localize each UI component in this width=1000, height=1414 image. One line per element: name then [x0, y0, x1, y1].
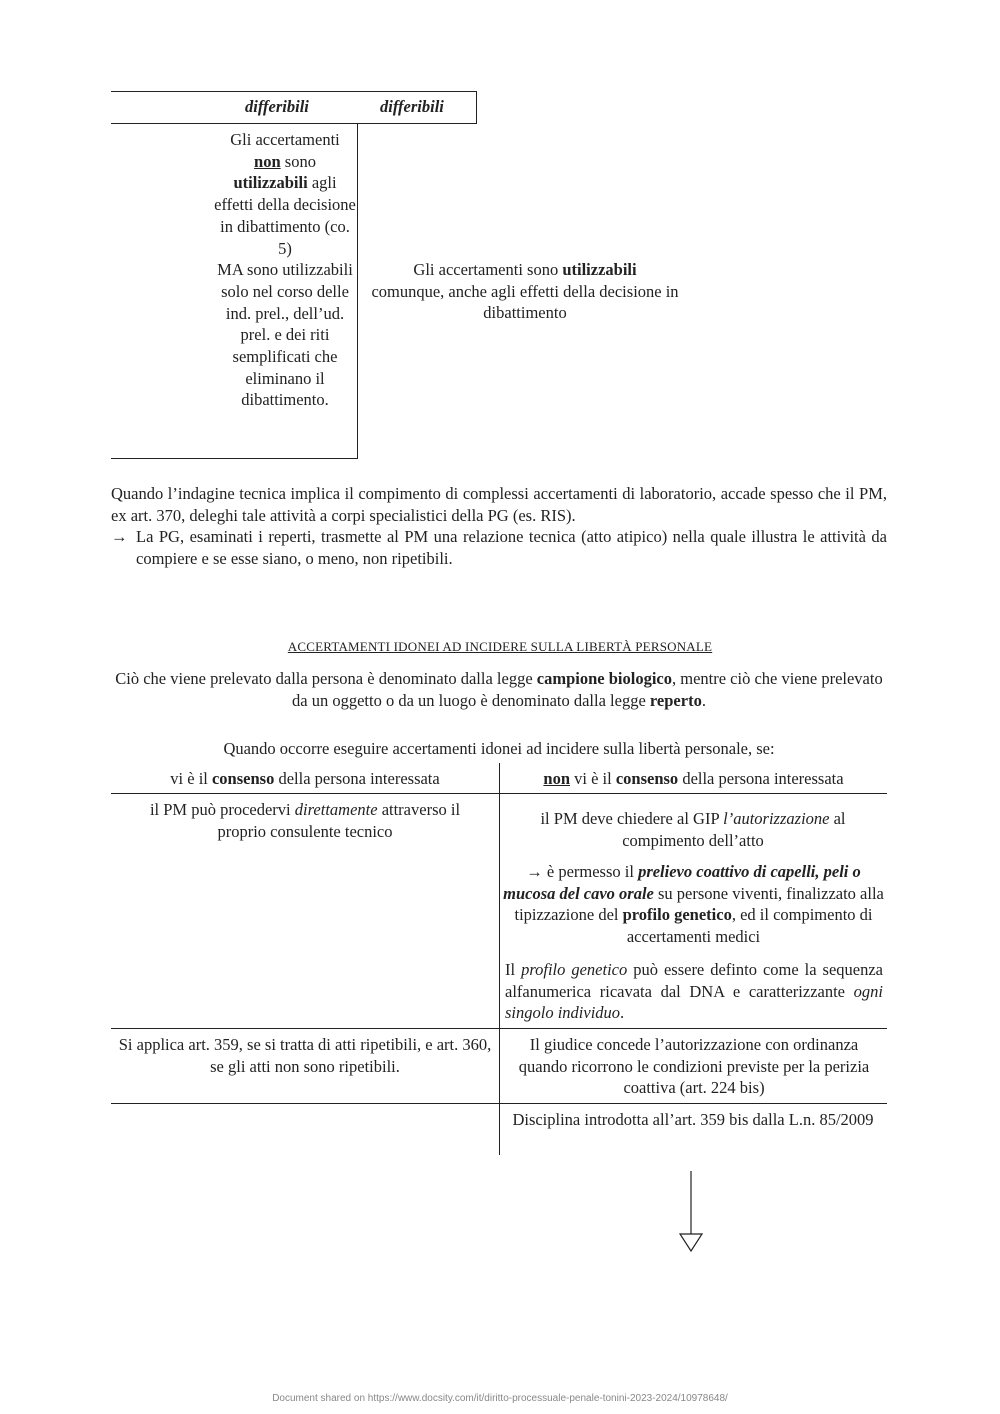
cell-text: sono [280, 151, 316, 171]
top-table-col1-header: differibili [245, 97, 309, 116]
intro-emph: reperto [649, 690, 702, 710]
intro-paragraph [111, 668, 887, 711]
cell-bold-italic: prelievo coattivo di capelli, peli o mucosa del cavo orale [503, 862, 861, 903]
cell-text: . [620, 1003, 625, 1023]
cell-text: è permesso il [542, 862, 639, 881]
docsity-footer: Document shared on https://www.docsity.com/it/diritto-processuale-penale-tonini-2023-2024/10978648/ [272, 1393, 728, 1404]
header-emph: consenso [211, 769, 275, 788]
arrow-right-icon: → [526, 862, 543, 881]
top-table-border-right [476, 91, 477, 124]
lead-sentence: Quando occorre eseguire accertamenti idonei ad incidere sulla libertà personale, se: [223, 739, 775, 758]
cell-text: al compimento dell’atto [622, 809, 846, 850]
cell-text: attraverso il proprio consulente tecnico [217, 800, 461, 841]
cell-text: su persone viventi, finalizzato alla tipizzazione del [514, 883, 884, 925]
cell-text-emph: utilizzabili [233, 173, 308, 193]
table2-header-right [500, 768, 887, 790]
table2-r2-right: Il giudice concede l’autorizzazione con ordinanza quando ricorrono le condizioni previste per la perizia coattiva (art. 224 bis) [518, 1035, 870, 1098]
table2-header-left [111, 768, 499, 790]
table2-r1-right-p3 [505, 959, 883, 1024]
cell-text: può essere definto come la sequenza alfanumerica ricavata dal DNA e caratterizzante [505, 960, 883, 1001]
table2-row1-border [111, 1028, 887, 1029]
header-emph: consenso [615, 769, 679, 788]
cell-text-emph: utilizzabili [562, 260, 637, 279]
paragraph-pg-report [111, 526, 887, 569]
header-text: vi è il [570, 769, 616, 788]
cell-text: agli effetti della decisione in dibattimento (co. 5) [214, 173, 356, 258]
cell-text-emph: non [254, 151, 281, 171]
intro-emph: campione biologico [536, 669, 672, 688]
cell-text: Gli accertamenti sono [413, 260, 563, 279]
header-text: della persona interessata [274, 769, 440, 788]
cell-text: Il [505, 960, 522, 979]
table2-r1-left [126, 799, 484, 842]
paragraph-lab-analyses: Quando l’indagine tecnica implica il compimento di complessi accertamenti di laboratorio, accade spesso che il PM, ex art. 370, deleghi tale attività a corpi specialistici della PG (es. RIS). [111, 484, 887, 525]
top-table-border-top [111, 91, 477, 92]
cell-text: Gli accertamenti [230, 130, 340, 149]
arrow-right-icon: → [111, 527, 128, 546]
cell-bold: profilo genetico [622, 905, 732, 925]
top-table-border-bottom [111, 458, 358, 459]
top-table-header-border [111, 123, 477, 124]
cell-text: il PM deve chiedere al GIP [540, 809, 724, 828]
top-table-col1-cell [212, 129, 358, 411]
section-title: ACCERTAMENTI IDONEI AD INCIDERE SULLA LIBERTÀ PERSONALE [287, 639, 713, 654]
cell-text: , ed il compimento di accertamenti medici [626, 905, 873, 947]
table2-r1-right-p2 [502, 861, 885, 948]
table2-col-divider [499, 763, 500, 1155]
table2-r3-right: Disciplina introdotta all’art. 359 bis dalla L.n. 85/2009 [512, 1110, 874, 1129]
paragraph-pg-report-text: La PG, esaminati i reperti, trasmette al PM una relazione tecnica (atto atipico) nella quale illustra le attività da compiere e se esse siano, o meno, non ripetibili. [136, 527, 887, 568]
header-text: della persona interessata [678, 769, 844, 788]
cell-text: il PM può procedervi [149, 800, 295, 819]
cell-italic: profilo genetico [521, 960, 628, 979]
cell-text: MA sono utilizzabili solo nel corso delle ind. prel., dell’ud. prel. e dei riti semplificati che eliminano il dibattimento. [217, 260, 353, 410]
intro-text: , mentre ciò che viene prelevato da un oggetto o da un luogo è denominato dalla legge [292, 669, 883, 710]
intro-text: . [701, 690, 706, 710]
table2-header-border [111, 793, 887, 794]
intro-text: Ciò che viene prelevato dalla persona è denominato dalla legge [115, 669, 537, 688]
cell-italic: direttamente [294, 800, 378, 819]
cell-italic: l’autorizzazione [723, 809, 830, 828]
top-table-col2-header: differibili [380, 97, 444, 116]
cell-italic: ogni singolo individuo [505, 981, 883, 1023]
table2-r1-right-p1 [512, 808, 874, 851]
header-emph: non [543, 769, 571, 788]
table2-r2-left: Si applica art. 359, se si tratta di atti ripetibili, e art. 360, se gli atti non sono ripetibili. [118, 1035, 492, 1076]
header-text: vi è il [170, 769, 212, 788]
cell-text: comunque, anche agli effetti della decisione in dibattimento [371, 281, 679, 323]
down-arrow-icon [676, 1170, 706, 1254]
table2-row2-border [111, 1103, 887, 1104]
top-table-col2-cell [360, 259, 690, 324]
